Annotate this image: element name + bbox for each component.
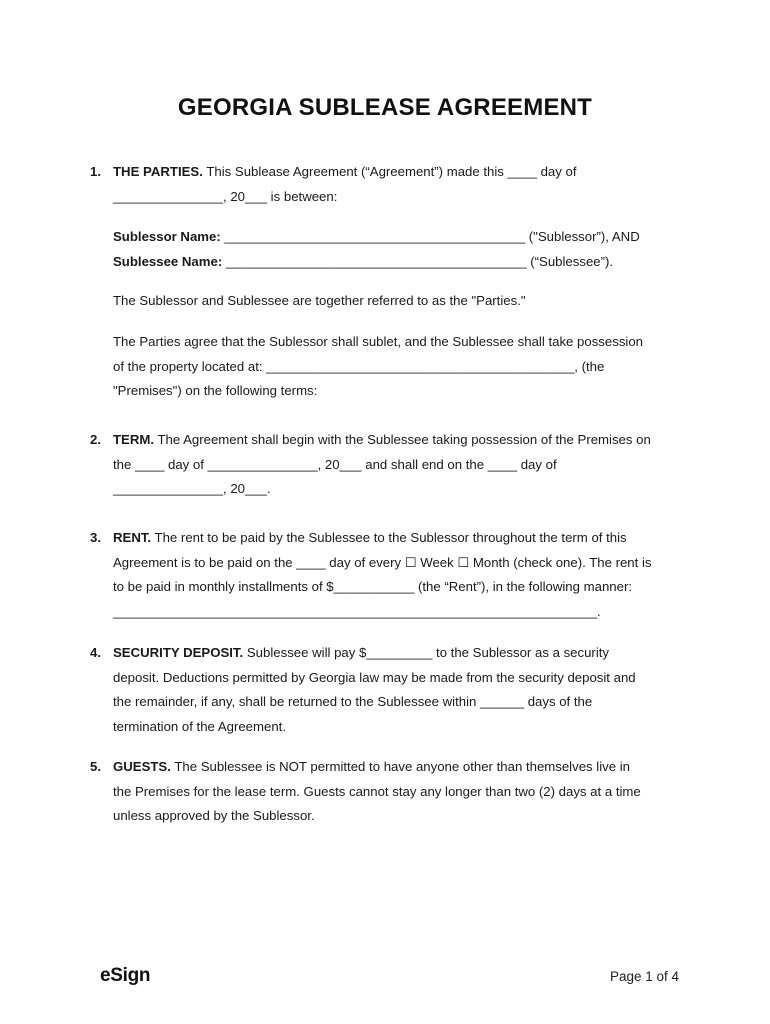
section-rent: 3. RENT. The rent to be paid by the Sublessee to the Sublessor throughout the term of this Agreement is to be paid on the ____ day of every ☐ Week ☐ Month (check one). The rent is to be paid in monthly installments of $___________ (the “Rent”), in the following manner: __________________________________________________________________.	[90, 526, 690, 624]
section-number: 3.	[90, 530, 101, 545]
section-heading: SECURITY DEPOSIT.	[113, 645, 244, 660]
page-number: Page 1 of 4	[609, 969, 679, 984]
parties-line-2: _______________, 20___ is between:	[113, 188, 338, 204]
section-number: 5.	[90, 759, 101, 774]
section-heading: RENT.	[113, 530, 152, 545]
section-heading: THE PARTIES.	[113, 164, 203, 179]
section-guests: 5. GUESTS. The Sublessee is NOT permitted to have anyone other than themselves live in the Premises for the lease term. Guests cannot stay any longer than two (2) days at a time unless approved by the Sublessor.	[90, 755, 690, 829]
sublessor-label: Sublessor Name:	[113, 229, 221, 244]
esign-logo: eSign	[100, 965, 151, 986]
section-number: 2.	[90, 432, 101, 447]
sublessee-name-line: Sublessee Name: _________________________________________ (“Sublessee”).	[113, 253, 614, 269]
section-number: 1.	[90, 164, 101, 179]
premises-paragraph: The Parties agree that the Sublessor shall sublet, and the Sublessee shall take possession of the property located at: __________________________________________, (the "Premises") on the following terms:	[113, 334, 644, 398]
section-number: 4.	[90, 645, 101, 660]
party-names	[113, 225, 693, 274]
section-parties	[90, 160, 690, 209]
section-heading: TERM.	[113, 432, 155, 447]
section-heading: GUESTS.	[113, 759, 171, 774]
sublessor-name-line: Sublessor Name: _________________________________________ ("Sublessor”), AND	[113, 229, 640, 244]
section-security-deposit: 4. SECURITY DEPOSIT. Sublessee will pay $_________ to the Sublessor as a security deposit. Deductions permitted by Georgia law may be made from the security deposit and the remainder, if any, shall be returned to the Sublessee within ______ days of the termination of the Agreement.	[90, 641, 690, 739]
parties-line-1: THE PARTIES. This Sublease Agreement (“Agreement”) made this ____ day of	[113, 164, 577, 179]
document-title: GEORGIA SUBLEASE AGREEMENT	[177, 94, 593, 121]
parties-together-paragraph: The Sublessor and Sublessee are together referred to as the "Parties."	[113, 293, 526, 308]
section-term: 2. TERM. The Agreement shall begin with the Sublessee taking possession of the Premises on the ____ day of _______________, 20___ and shall end on the ____ day of _______________, 20___.	[90, 428, 690, 502]
sublessee-label: Sublessee Name:	[113, 253, 223, 269]
